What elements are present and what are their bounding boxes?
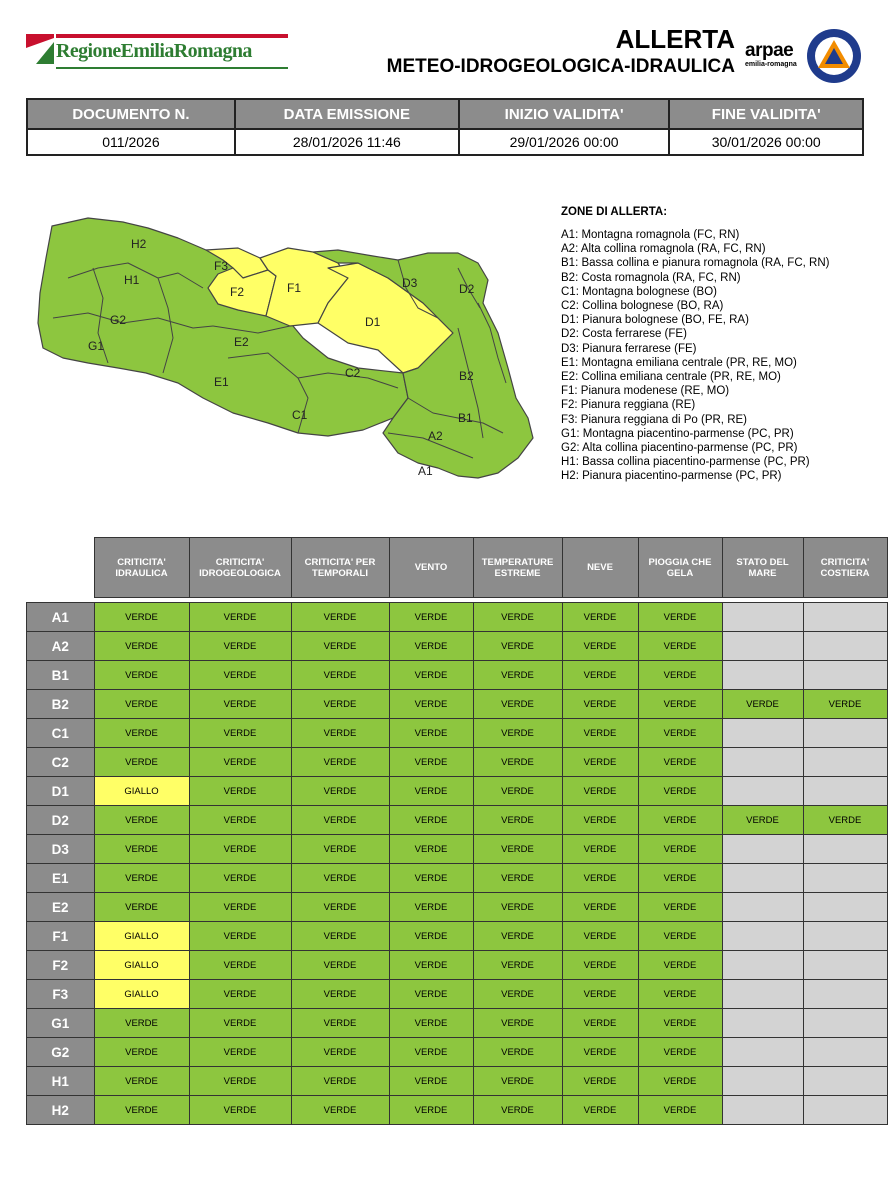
alert-level-cell: VERDE xyxy=(389,1038,473,1067)
alert-level-cell: VERDE xyxy=(562,806,638,835)
column-header-line: PIOGGIA CHE xyxy=(648,556,712,568)
alert-level-cell: GIALLO xyxy=(94,951,189,980)
zone-code: G2 xyxy=(27,1038,95,1067)
alert-zones-map xyxy=(28,208,548,498)
alert-level-cell xyxy=(803,1038,887,1067)
alert-level-cell: VERDE xyxy=(291,1067,389,1096)
alert-level-cell: VERDE xyxy=(291,864,389,893)
legend-title: ZONE DI ALLERTA: xyxy=(561,206,668,218)
alert-level-cell: VERDE xyxy=(94,690,189,719)
alert-level-cell: VERDE xyxy=(94,748,189,777)
alert-level-cell: VERDE xyxy=(473,893,562,922)
alert-level-cell: VERDE xyxy=(389,632,473,661)
zone-code: D1 xyxy=(27,777,95,806)
zone-code: D2 xyxy=(27,806,95,835)
column-header-line: COSTIERA xyxy=(820,567,870,579)
legend-item: G2: Alta collina piacentino-parmense (PC, PR) xyxy=(561,442,798,455)
alert-level-cell: VERDE xyxy=(803,690,887,719)
zone-row xyxy=(27,864,888,893)
alert-level-cell: VERDE xyxy=(291,806,389,835)
zone-code: H2 xyxy=(27,1096,95,1125)
zone-code: A1 xyxy=(27,603,95,632)
alert-level-cell: VERDE xyxy=(473,806,562,835)
arpae-logo xyxy=(745,42,805,76)
alert-level-cell: VERDE xyxy=(291,1038,389,1067)
header-inizio-validita: INIZIO VALIDITA' xyxy=(459,99,670,129)
alert-level-cell: VERDE xyxy=(562,1067,638,1096)
column-header xyxy=(562,538,638,598)
column-header-line: TEMPORALI xyxy=(312,567,368,579)
alert-level-cell: VERDE xyxy=(638,1067,722,1096)
map-label-e1: E1 xyxy=(214,375,229,389)
alert-level-cell: VERDE xyxy=(638,748,722,777)
zone-code: G1 xyxy=(27,1009,95,1038)
map-label-g1: G1 xyxy=(88,339,105,353)
column-header-line: CRITICITA' xyxy=(215,556,265,568)
alert-level-cell: VERDE xyxy=(291,1009,389,1038)
value-documento: 011/2026 xyxy=(27,129,235,155)
alert-level-cell: VERDE xyxy=(189,719,291,748)
map-label-h2: H2 xyxy=(131,237,147,251)
map-label-b1: B1 xyxy=(458,411,473,425)
alert-level-cell: VERDE xyxy=(638,806,722,835)
alert-level-cell: VERDE xyxy=(562,951,638,980)
alert-level-cell: VERDE xyxy=(189,1096,291,1125)
alert-level-cell xyxy=(803,1009,887,1038)
alert-level-cell xyxy=(722,951,803,980)
map-label-f2: F2 xyxy=(230,285,245,299)
alert-level-cell: VERDE xyxy=(291,603,389,632)
column-header-line: CRITICITA' xyxy=(117,556,166,568)
zone-row xyxy=(27,806,888,835)
alert-level-cell xyxy=(803,748,887,777)
legend-item: D1: Pianura bolognese (BO, FE, RA) xyxy=(561,314,749,327)
alert-level-cell: VERDE xyxy=(189,893,291,922)
alert-level-cell: VERDE xyxy=(389,1009,473,1038)
alert-level-cell: VERDE xyxy=(389,806,473,835)
alert-level-cell xyxy=(722,748,803,777)
alert-level-cell xyxy=(722,864,803,893)
value-inizio-validita: 29/01/2026 00:00 xyxy=(459,129,670,155)
column-header-line: CRITICITA' xyxy=(820,556,870,568)
alert-level-cell: VERDE xyxy=(803,806,887,835)
logo-red-bar xyxy=(56,34,288,38)
alert-level-cell: VERDE xyxy=(638,661,722,690)
zone-row xyxy=(27,661,888,690)
alert-level-cell xyxy=(803,661,887,690)
alert-level-cell: VERDE xyxy=(473,777,562,806)
zone-row xyxy=(27,951,888,980)
alert-level-cell xyxy=(722,835,803,864)
region-flag-icon xyxy=(26,34,54,64)
column-header-line: TEMPERATURE xyxy=(481,556,554,568)
column-header-line: VENTO xyxy=(414,562,448,573)
alert-level-cell: VERDE xyxy=(473,951,562,980)
alert-level-cell: VERDE xyxy=(562,893,638,922)
info-value-row xyxy=(27,129,863,155)
legend-item: C2: Collina bolognese (BO, RA) xyxy=(561,300,724,313)
legend-item: G1: Montagna piacentino-parmense (PC, PR) xyxy=(561,427,794,440)
alert-level-cell: VERDE xyxy=(638,1038,722,1067)
alert-level-cell: VERDE xyxy=(291,893,389,922)
alert-level-cell: GIALLO xyxy=(94,922,189,951)
alert-level-cell: VERDE xyxy=(389,690,473,719)
alert-level-cell: VERDE xyxy=(473,922,562,951)
alert-level-cell: GIALLO xyxy=(94,980,189,1009)
alert-level-cell xyxy=(722,893,803,922)
zone-code: H1 xyxy=(27,1067,95,1096)
column-header-line: MARE xyxy=(748,567,777,579)
zone-row xyxy=(27,1067,888,1096)
alert-level-cell: VERDE xyxy=(291,1096,389,1125)
alert-level-cell: VERDE xyxy=(389,603,473,632)
alert-level-cell: VERDE xyxy=(389,719,473,748)
alert-level-cell: VERDE xyxy=(562,1038,638,1067)
value-fine-validita: 30/01/2026 00:00 xyxy=(669,129,863,155)
column-header xyxy=(638,538,722,598)
alert-level-cell xyxy=(803,1096,887,1125)
alert-level-cell: VERDE xyxy=(473,1038,562,1067)
column-header xyxy=(94,538,189,598)
alert-level-cell: VERDE xyxy=(291,922,389,951)
column-header-line: CRITICITA' PER xyxy=(304,556,376,568)
alert-level-cell xyxy=(722,1067,803,1096)
alert-level-cell: VERDE xyxy=(562,632,638,661)
alert-level-cell: VERDE xyxy=(389,835,473,864)
alert-level-cell: VERDE xyxy=(638,951,722,980)
alert-level-cell xyxy=(722,1009,803,1038)
alert-level-cell: VERDE xyxy=(562,864,638,893)
alert-level-cell: VERDE xyxy=(291,632,389,661)
alert-level-cell: VERDE xyxy=(638,690,722,719)
alert-level-cell: VERDE xyxy=(94,1067,189,1096)
map-label-g2: G2 xyxy=(110,313,127,327)
zone-row xyxy=(27,603,888,632)
legend-item: A1: Montagna romagnola (FC, RN) xyxy=(561,229,740,241)
alert-level-cell: VERDE xyxy=(189,864,291,893)
alert-level-cell: VERDE xyxy=(389,661,473,690)
column-header xyxy=(291,538,389,598)
alert-level-cell: VERDE xyxy=(189,661,291,690)
protezione-civile-logo-icon xyxy=(806,28,862,84)
column-header xyxy=(722,538,803,598)
alert-level-cell: VERDE xyxy=(389,951,473,980)
zone-code: F2 xyxy=(27,951,95,980)
zone-row xyxy=(27,1038,888,1067)
alert-level-cell: VERDE xyxy=(473,661,562,690)
alert-level-cell: VERDE xyxy=(94,1038,189,1067)
alert-level-cell xyxy=(722,980,803,1009)
column-header-line: IDRAULICA xyxy=(115,567,168,579)
alert-level-cell xyxy=(722,661,803,690)
alert-level-cell: VERDE xyxy=(189,951,291,980)
alert-level-cell: VERDE xyxy=(473,1009,562,1038)
column-header-line: NEVE xyxy=(587,562,613,573)
zone-row xyxy=(27,748,888,777)
zone-code: E1 xyxy=(27,864,95,893)
alert-level-cell: VERDE xyxy=(473,864,562,893)
alert-level-cell: VERDE xyxy=(189,835,291,864)
regione-emilia-romagna-logo xyxy=(26,34,266,70)
alert-level-cell xyxy=(803,922,887,951)
map-label-e2: E2 xyxy=(234,335,249,349)
zone-code: C2 xyxy=(27,748,95,777)
alert-level-cell: VERDE xyxy=(291,951,389,980)
header-documento: DOCUMENTO N. xyxy=(27,99,235,129)
alert-level-cell: VERDE xyxy=(389,1067,473,1096)
alert-level-cell xyxy=(722,1038,803,1067)
alert-level-cell xyxy=(722,1096,803,1125)
alert-level-cell: VERDE xyxy=(291,661,389,690)
alert-level-cell: VERDE xyxy=(473,719,562,748)
map-label-a2: A2 xyxy=(428,429,443,443)
alert-level-cell: VERDE xyxy=(638,893,722,922)
column-header-line: GELA xyxy=(666,567,694,579)
header-data-emissione: DATA EMISSIONE xyxy=(235,99,459,129)
zone-row xyxy=(27,980,888,1009)
alert-level-cell: VERDE xyxy=(473,1096,562,1125)
info-header-row xyxy=(27,99,863,129)
alert-level-cell: VERDE xyxy=(562,603,638,632)
alert-level-cell xyxy=(803,632,887,661)
legend-item: A2: Alta collina romagnola (RA, FC, RN) xyxy=(561,243,766,256)
legend-item: H1: Bassa collina piacentino-parmense (PC, PR) xyxy=(561,456,810,469)
legend-item: F2: Pianura reggiana (RE) xyxy=(561,399,696,412)
alert-level-cell: VERDE xyxy=(94,719,189,748)
alert-level-cell: VERDE xyxy=(189,1038,291,1067)
zone-row xyxy=(27,922,888,951)
alert-level-cell xyxy=(803,777,887,806)
alert-level-cell: VERDE xyxy=(638,835,722,864)
map-label-c1: C1 xyxy=(292,408,308,422)
alert-level-cell: VERDE xyxy=(389,1096,473,1125)
zone-row xyxy=(27,690,888,719)
legend-item: D2: Costa ferrarese (FE) xyxy=(561,328,687,341)
alert-level-cell: VERDE xyxy=(473,690,562,719)
alert-level-cell: VERDE xyxy=(291,690,389,719)
document-info-table xyxy=(26,98,864,156)
legend-item: F1: Pianura modenese (RE, MO) xyxy=(561,385,730,398)
alert-level-cell: VERDE xyxy=(189,980,291,1009)
map-label-d1: D1 xyxy=(365,315,381,329)
alert-level-cell: VERDE xyxy=(389,864,473,893)
alert-level-cell: VERDE xyxy=(94,1009,189,1038)
header-fine-validita: FINE VALIDITA' xyxy=(669,99,863,129)
alert-level-cell: VERDE xyxy=(189,922,291,951)
arpae-logo-text: arpae xyxy=(745,40,794,61)
alert-level-cell: VERDE xyxy=(722,806,803,835)
alert-level-cell: VERDE xyxy=(473,980,562,1009)
zone-row xyxy=(27,893,888,922)
legend-item: E2: Collina emiliana centrale (PR, RE, MO) xyxy=(561,371,781,384)
alert-level-cell: VERDE xyxy=(389,748,473,777)
map-label-h1: H1 xyxy=(124,273,140,287)
alert-level-cell: VERDE xyxy=(562,661,638,690)
alert-level-cell: GIALLO xyxy=(94,777,189,806)
column-header xyxy=(189,538,291,598)
zone-code: A2 xyxy=(27,632,95,661)
alert-header-row xyxy=(27,538,888,598)
alert-level-cell xyxy=(722,922,803,951)
alert-level-cell: VERDE xyxy=(638,922,722,951)
zone-code: C1 xyxy=(27,719,95,748)
alert-level-cell: VERDE xyxy=(562,719,638,748)
legend-item: D3: Pianura ferrarese (FE) xyxy=(561,342,697,355)
zone-row xyxy=(27,1096,888,1125)
alert-level-cell: VERDE xyxy=(473,1067,562,1096)
alert-level-cell: VERDE xyxy=(291,835,389,864)
alert-level-cell: VERDE xyxy=(94,1096,189,1125)
alert-level-cell: VERDE xyxy=(94,893,189,922)
alert-level-cell xyxy=(803,719,887,748)
alert-level-cell: VERDE xyxy=(94,806,189,835)
zone-row xyxy=(27,632,888,661)
zone-code: B1 xyxy=(27,661,95,690)
zone-code: D3 xyxy=(27,835,95,864)
alert-level-cell xyxy=(803,835,887,864)
zone-code: F1 xyxy=(27,922,95,951)
alert-level-cell: VERDE xyxy=(562,777,638,806)
table-corner xyxy=(27,538,95,598)
alert-level-cell: VERDE xyxy=(189,748,291,777)
document-title: ALLERTA xyxy=(615,24,735,54)
alert-level-cell: VERDE xyxy=(94,661,189,690)
zone-code: F3 xyxy=(27,980,95,1009)
alert-level-cell: VERDE xyxy=(189,690,291,719)
alert-level-cell: VERDE xyxy=(189,632,291,661)
alert-level-cell: VERDE xyxy=(389,922,473,951)
alert-level-cell: VERDE xyxy=(389,893,473,922)
column-header xyxy=(803,538,887,598)
alert-level-cell: VERDE xyxy=(189,806,291,835)
alert-level-cell xyxy=(803,864,887,893)
alert-level-cell: VERDE xyxy=(94,632,189,661)
column-header xyxy=(389,538,473,598)
legend-item: H2: Pianura piacentino-parmense (PC, PR) xyxy=(561,470,782,483)
zone-row xyxy=(27,777,888,806)
alert-level-cell: VERDE xyxy=(638,980,722,1009)
alert-level-cell xyxy=(803,951,887,980)
legend-item: E1: Montagna emiliana centrale (PR, RE, MO) xyxy=(561,356,797,369)
map-label-c2: C2 xyxy=(345,366,361,380)
alert-level-cell: VERDE xyxy=(389,777,473,806)
alert-level-cell: VERDE xyxy=(291,719,389,748)
zone-code: E2 xyxy=(27,893,95,922)
alert-level-cell: VERDE xyxy=(189,777,291,806)
logo-green-bar xyxy=(56,67,288,69)
alert-level-cell xyxy=(803,980,887,1009)
alert-level-cell: VERDE xyxy=(94,835,189,864)
column-header-line: STATO DEL xyxy=(736,556,789,568)
legend-item: C1: Montagna bolognese (BO) xyxy=(561,285,717,298)
alert-level-cell: VERDE xyxy=(473,748,562,777)
zone-row xyxy=(27,1009,888,1038)
alert-level-cell: VERDE xyxy=(722,690,803,719)
legend-item: B2: Costa romagnola (RA, FC, RN) xyxy=(561,271,741,284)
alert-level-cell xyxy=(803,603,887,632)
alert-level-cell: VERDE xyxy=(189,1009,291,1038)
document-subtitle: METEO-IDROGEOLOGICA-IDRAULICA xyxy=(386,56,735,77)
arpae-logo-subtext: emilia-romagna xyxy=(745,61,797,68)
column-header-line: IDROGEOLOGICA xyxy=(199,567,281,579)
alert-level-cell: VERDE xyxy=(562,1009,638,1038)
alert-level-cell: VERDE xyxy=(473,632,562,661)
alert-level-cell: VERDE xyxy=(638,632,722,661)
alert-level-cell: VERDE xyxy=(562,748,638,777)
map-label-a1: A1 xyxy=(418,464,433,478)
alert-level-cell xyxy=(722,603,803,632)
alert-level-cell: VERDE xyxy=(291,748,389,777)
region-logo-text: RegioneEmiliaRomagna xyxy=(56,40,252,62)
alert-level-cell: VERDE xyxy=(638,1096,722,1125)
alert-level-cell: VERDE xyxy=(291,777,389,806)
alert-level-cell: VERDE xyxy=(94,603,189,632)
zone-row xyxy=(27,835,888,864)
alert-level-cell: VERDE xyxy=(389,980,473,1009)
alert-level-cell: VERDE xyxy=(638,1009,722,1038)
alert-level-cell: VERDE xyxy=(562,1096,638,1125)
alert-level-cell: VERDE xyxy=(562,980,638,1009)
map-label-d3: D3 xyxy=(402,276,418,290)
map-label-b2: B2 xyxy=(459,369,474,383)
zone-row xyxy=(27,719,888,748)
alert-level-cell: VERDE xyxy=(189,603,291,632)
value-data-emissione: 28/01/2026 11:46 xyxy=(235,129,459,155)
column-header xyxy=(473,538,562,598)
alert-level-cell: VERDE xyxy=(638,603,722,632)
alert-level-cell xyxy=(803,893,887,922)
alert-level-cell xyxy=(803,1067,887,1096)
alert-level-cell: VERDE xyxy=(473,835,562,864)
alert-level-cell: VERDE xyxy=(94,864,189,893)
map-label-f3: F3 xyxy=(214,259,229,273)
map-label-d2: D2 xyxy=(459,282,475,296)
zone-code: B2 xyxy=(27,690,95,719)
column-header-line: ESTREME xyxy=(494,567,541,579)
alert-level-cell: VERDE xyxy=(638,777,722,806)
alert-level-cell: VERDE xyxy=(562,690,638,719)
alert-level-cell xyxy=(722,632,803,661)
alert-level-cell: VERDE xyxy=(291,980,389,1009)
alert-level-cell: VERDE xyxy=(638,719,722,748)
alert-level-cell: VERDE xyxy=(638,864,722,893)
alert-level-cell: VERDE xyxy=(189,1067,291,1096)
alert-levels-table xyxy=(26,537,888,1125)
alert-level-cell: VERDE xyxy=(562,922,638,951)
alert-level-cell xyxy=(722,777,803,806)
alert-level-cell xyxy=(722,719,803,748)
legend-item: B1: Bassa collina e pianura romagnola (RA, FC, RN) xyxy=(561,257,830,270)
alert-level-cell: VERDE xyxy=(473,603,562,632)
zone-legend xyxy=(561,206,871,484)
map-label-f1: F1 xyxy=(287,281,302,295)
legend-item: F3: Pianura reggiana di Po (PR, RE) xyxy=(561,413,748,426)
alert-level-cell: VERDE xyxy=(562,835,638,864)
